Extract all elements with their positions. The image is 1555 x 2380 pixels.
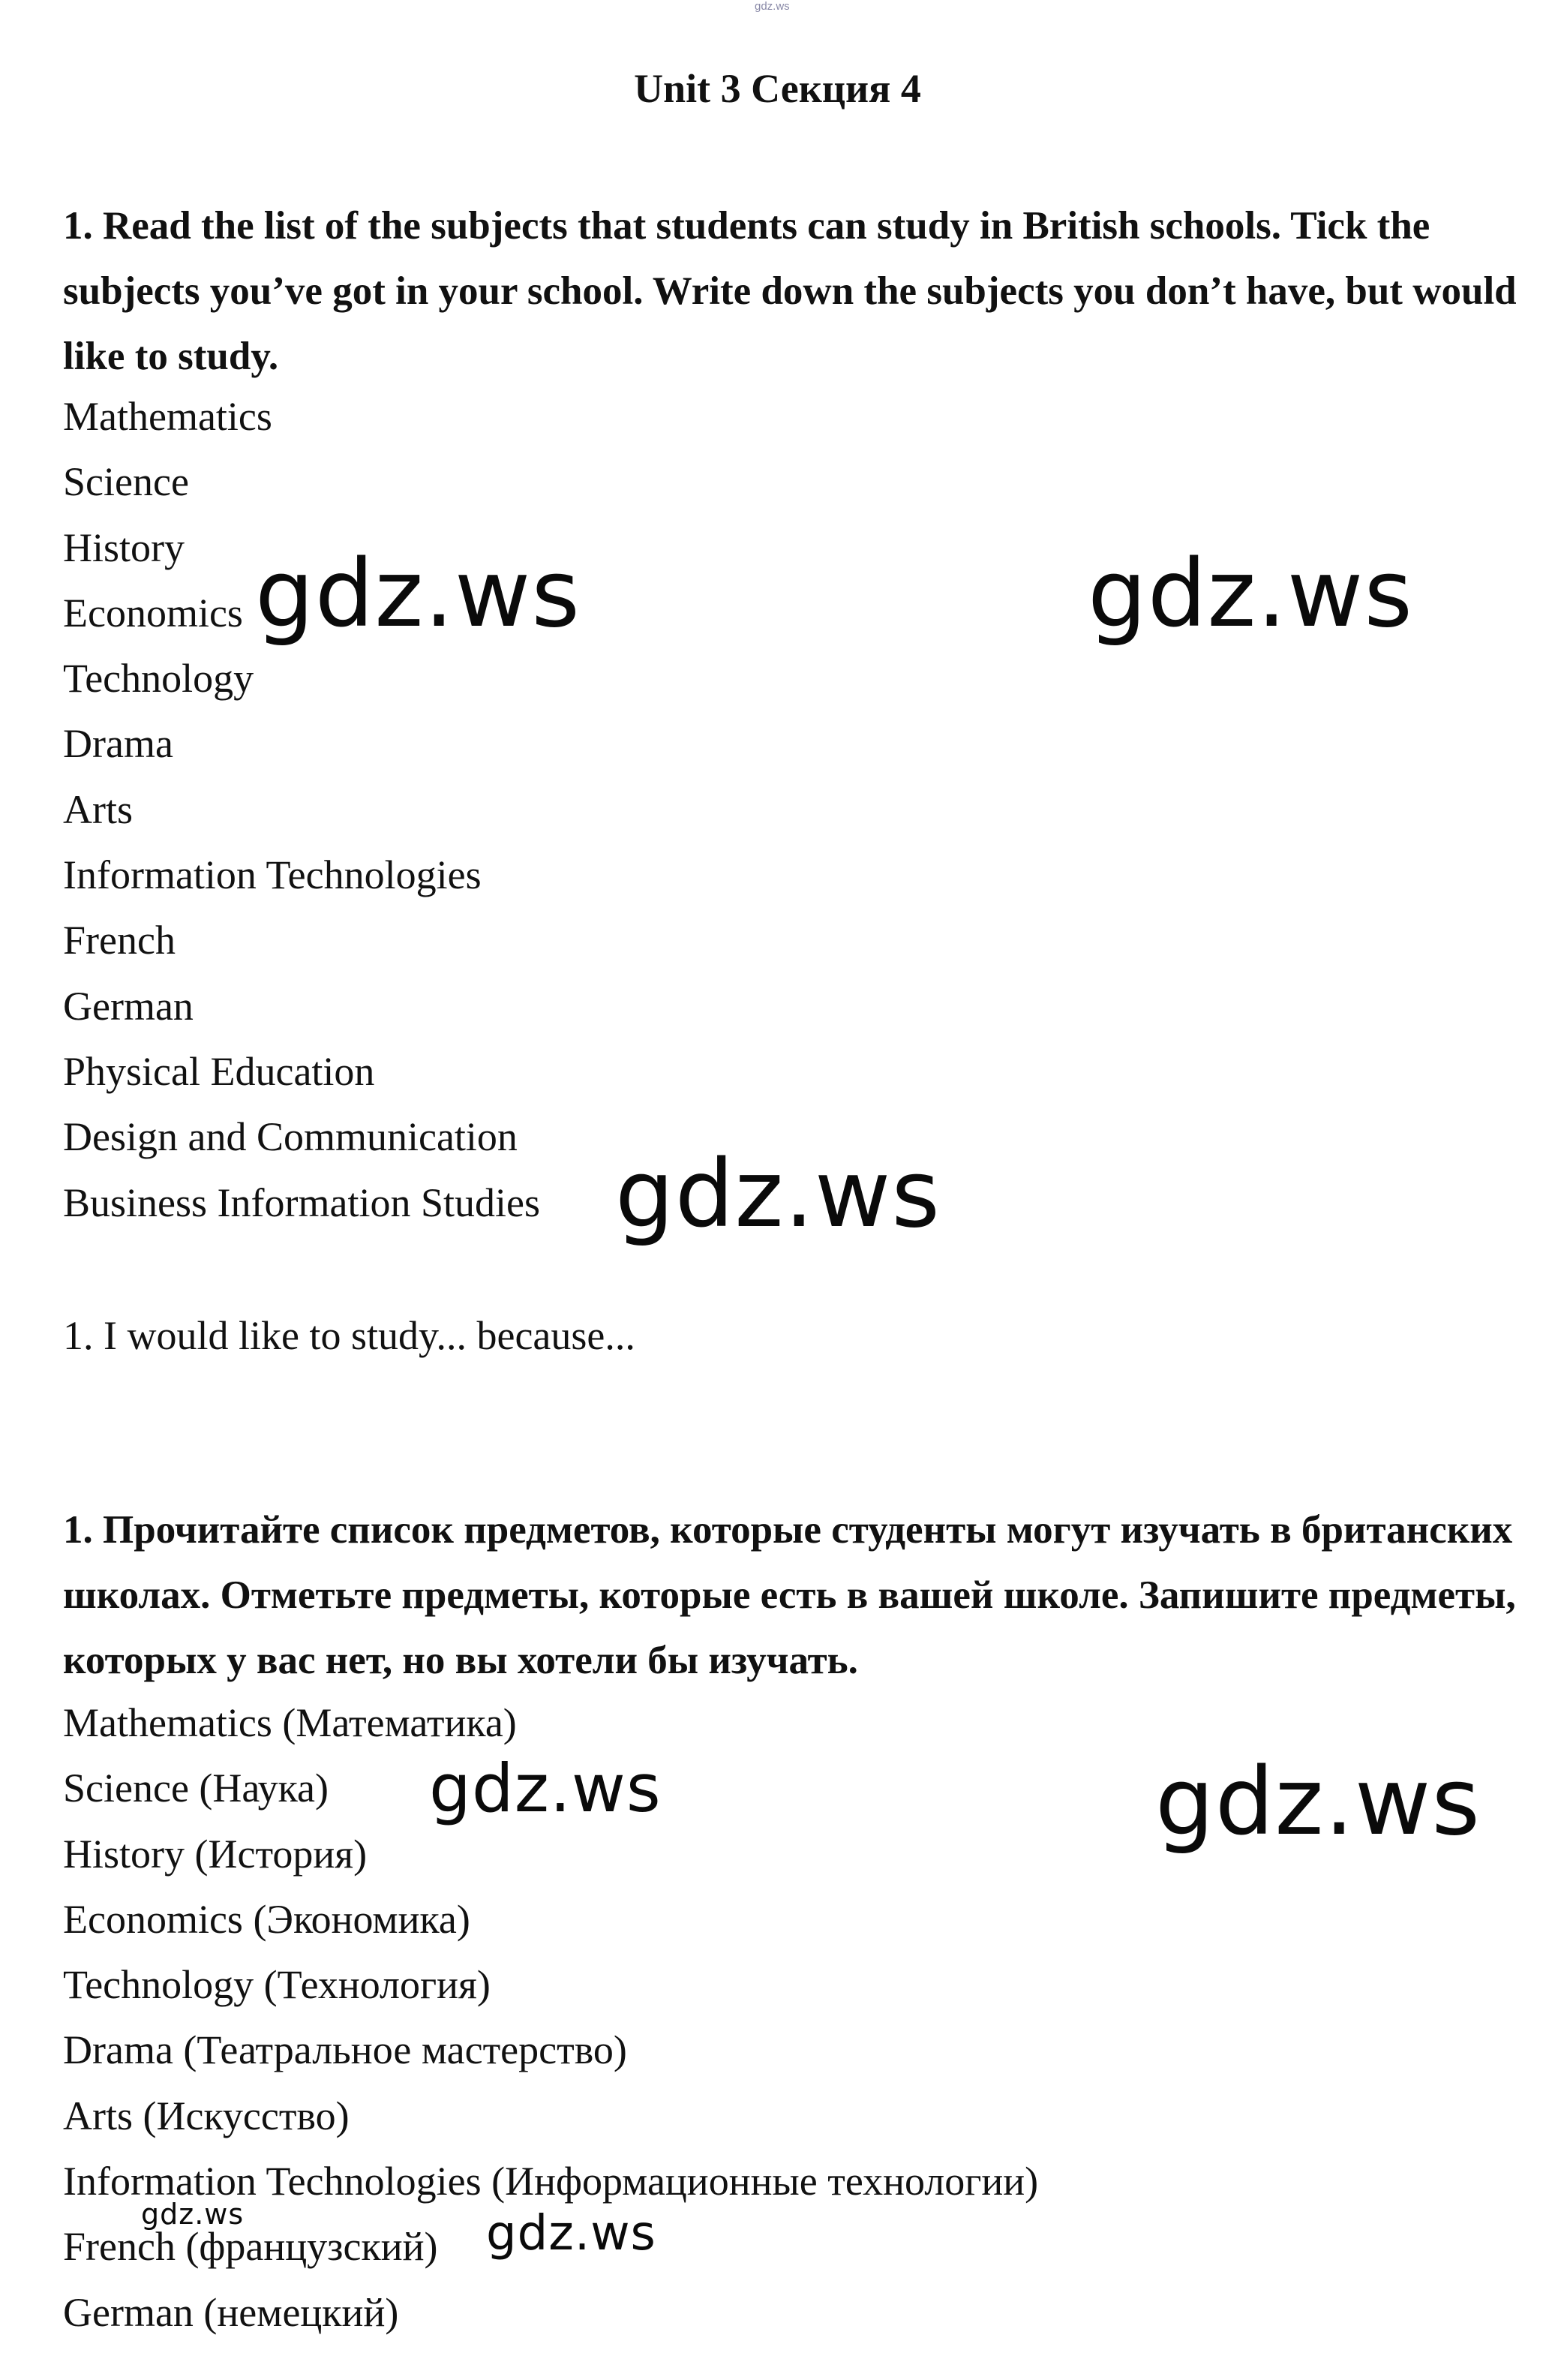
top-watermark: gdz.ws [755,0,790,13]
list-item: Design and Communication [63,1114,518,1160]
task-russian: 1. Прочитайте список предметов, которые студенты могут изучать в британских школах. Отметьте предметы, которые есть в вашей школе. Запишите предметы, которых у вас нет, но вы хотели бы изучать. [63,1508,1516,1682]
watermark: gdz.ws [1088,540,1413,648]
watermark: gdz.ws [255,540,581,648]
list-item: Economics (Экономика) [63,1896,470,1942]
list-item: Business Information Studies [63,1179,540,1225]
list-item: Information Technologies [63,852,482,898]
list-item: French (французский) [63,2224,438,2270]
watermark: gdz.ws [1155,1748,1481,1856]
subject-list-english [63,384,540,1236]
list-item: Arts (Искусство) [63,2093,350,2138]
list-item: Drama [63,721,173,767]
list-item: History (История) [63,1831,368,1877]
task-english: 1. Read the list of the subjects that students can study in British schools. Tick the subjects you’ve got in your school. Write down the subjects you don’t have, but would like to study. [63,204,1517,378]
watermark: gdz.ws [486,2206,656,2261]
list-item: German [63,983,194,1029]
list-item: Technology [63,656,254,702]
page-title: Unit 3 Секция 4 [634,66,921,111]
list-item: French [63,918,176,963]
watermark: gdz.ws [615,1140,941,1249]
list-item: German (немецкий) [63,2289,399,2335]
watermark: gdz.ws [141,2198,245,2231]
list-item: Arts [63,786,133,832]
list-item: Science (Наука) [63,1765,329,1811]
list-item: Science [63,459,189,505]
list-item: Technology (Технология) [63,1962,491,2008]
list-item: Physical Education [63,1048,375,1094]
list-item: History [63,524,185,570]
list-item: Economics [63,590,243,636]
list-item: Mathematics [63,394,272,439]
answer-line: 1. I would like to study... because... [63,1313,635,1358]
list-item: Mathematics (Математика) [63,1700,517,1745]
list-item: Information Technologies (Информационные технологии) [63,2159,1039,2204]
list-item: Drama (Театральное мастерство) [63,2027,627,2073]
watermark: gdz.ws [429,1750,662,1827]
